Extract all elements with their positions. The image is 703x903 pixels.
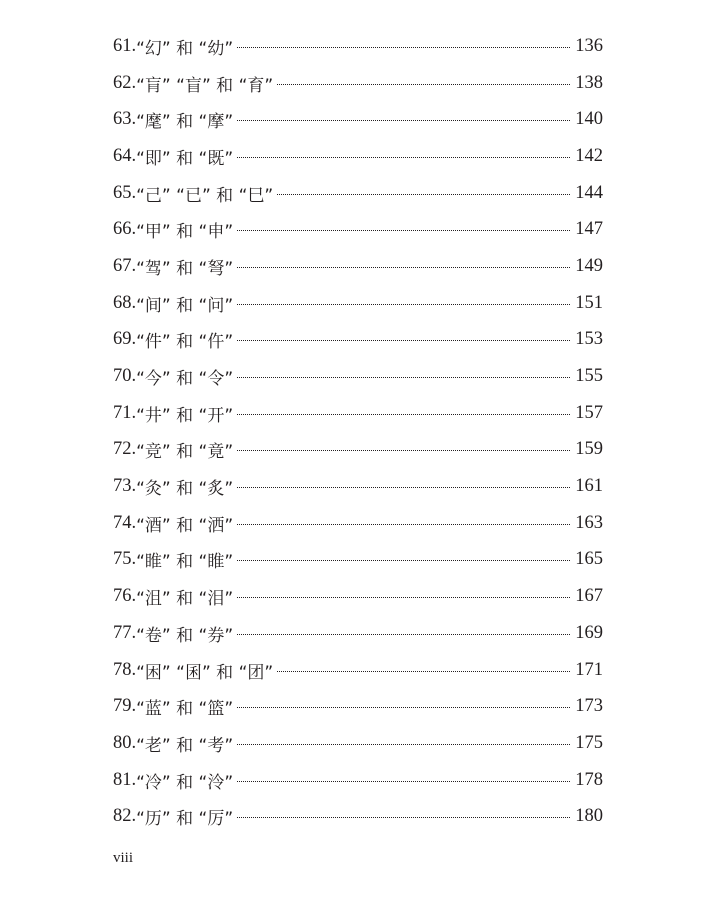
dot-leader xyxy=(237,120,570,121)
entry-title: “酒” 和 “洒” xyxy=(136,515,234,536)
toc-entry xyxy=(113,542,603,579)
toc-entry xyxy=(113,28,603,65)
toc-entry xyxy=(113,762,603,799)
dot-leader xyxy=(277,194,570,195)
toc-entry xyxy=(113,211,603,248)
entry-title: “冷” 和 “泠” xyxy=(136,772,234,793)
entry-page-number: 136 xyxy=(575,35,603,56)
entry-title: “灸” 和 “炙” xyxy=(136,479,234,500)
entry-page-number: 138 xyxy=(575,72,603,93)
entry-page-number: 144 xyxy=(575,182,603,203)
entry-page-number: 142 xyxy=(575,145,603,166)
dot-leader xyxy=(237,597,570,598)
entry-title: “困” “囷” 和 “团” xyxy=(136,662,274,683)
entry-page-number: 140 xyxy=(575,109,603,130)
toc-entry xyxy=(113,505,603,542)
toc-entry xyxy=(113,725,603,762)
entry-page-number: 171 xyxy=(575,659,603,680)
dot-leader xyxy=(237,377,570,378)
entry-number: 74. xyxy=(113,512,137,533)
entry-title: “驾” 和 “弩” xyxy=(136,258,234,279)
entry-title: “今” 和 “令” xyxy=(136,369,234,390)
entry-title: “件” 和 “仵” xyxy=(136,332,234,353)
entry-number: 78. xyxy=(113,659,137,680)
dot-leader xyxy=(237,47,570,48)
entry-title: “肓” “盲” 和 “育” xyxy=(136,75,274,96)
toc-entry xyxy=(113,615,603,652)
entry-title: “间” 和 “问” xyxy=(136,295,234,316)
entry-number: 82. xyxy=(113,806,137,827)
dot-leader xyxy=(237,487,570,488)
entry-page-number: 157 xyxy=(575,402,603,423)
dot-leader xyxy=(237,304,570,305)
dot-leader xyxy=(237,744,570,745)
entry-number: 67. xyxy=(113,255,137,276)
entry-page-number: 155 xyxy=(575,366,603,387)
dot-leader xyxy=(237,230,570,231)
entry-page-number: 175 xyxy=(575,732,603,753)
entry-title: “即” 和 “既” xyxy=(136,148,234,169)
entry-number: 73. xyxy=(113,476,137,497)
entry-title: “睢” 和 “睢” xyxy=(136,552,234,573)
entry-title: “蓝” 和 “篮” xyxy=(136,699,234,720)
entry-number: 72. xyxy=(113,439,137,460)
dot-leader xyxy=(237,634,570,635)
toc-entry xyxy=(113,285,603,322)
entry-number: 61. xyxy=(113,35,137,56)
entry-page-number: 167 xyxy=(575,586,603,607)
entry-page-number: 169 xyxy=(575,622,603,643)
entry-title: “井” 和 “开” xyxy=(136,405,234,426)
toc-entry xyxy=(113,395,603,432)
entry-title: “己” “已” 和 “巳” xyxy=(136,185,274,206)
entry-number: 62. xyxy=(113,72,137,93)
toc-entry xyxy=(113,358,603,395)
entry-page-number: 173 xyxy=(575,696,603,717)
table-of-contents xyxy=(113,28,603,835)
entry-title: “甲” 和 “申” xyxy=(136,222,234,243)
entry-number: 75. xyxy=(113,549,137,570)
entry-title: “竞” 和 “竟” xyxy=(136,442,234,463)
dot-leader xyxy=(237,524,570,525)
entry-number: 71. xyxy=(113,402,137,423)
entry-number: 65. xyxy=(113,182,137,203)
entry-number: 63. xyxy=(113,109,137,130)
dot-leader xyxy=(277,84,570,85)
entry-title: “沮” 和 “泪” xyxy=(136,589,234,610)
dot-leader xyxy=(237,267,570,268)
toc-entry xyxy=(113,101,603,138)
toc-entry xyxy=(113,248,603,285)
dot-leader xyxy=(237,340,570,341)
toc-entry xyxy=(113,138,603,175)
toc-entry xyxy=(113,688,603,725)
entry-number: 79. xyxy=(113,696,137,717)
dot-leader xyxy=(237,414,570,415)
entry-number: 70. xyxy=(113,366,137,387)
toc-entry xyxy=(113,468,603,505)
entry-page-number: 161 xyxy=(575,476,603,497)
entry-number: 81. xyxy=(113,769,137,790)
entry-page-number: 147 xyxy=(575,219,603,240)
entry-page-number: 165 xyxy=(575,549,603,570)
dot-leader xyxy=(237,781,570,782)
entry-number: 80. xyxy=(113,732,137,753)
entry-title: “历” 和 “厉” xyxy=(136,809,234,830)
entry-page-number: 153 xyxy=(575,329,603,350)
entry-number: 76. xyxy=(113,586,137,607)
entry-number: 64. xyxy=(113,145,137,166)
dot-leader xyxy=(237,817,570,818)
entry-page-number: 180 xyxy=(575,806,603,827)
entry-page-number: 151 xyxy=(575,292,603,313)
entry-title: “老” 和 “考” xyxy=(136,735,234,756)
toc-entry xyxy=(113,65,603,102)
entry-page-number: 159 xyxy=(575,439,603,460)
entry-page-number: 178 xyxy=(575,769,603,790)
entry-number: 69. xyxy=(113,329,137,350)
entry-page-number: 149 xyxy=(575,255,603,276)
entry-title: “卷” 和 “券” xyxy=(136,625,234,646)
toc-entry xyxy=(113,578,603,615)
dot-leader xyxy=(237,450,570,451)
entry-title: “麾” 和 “摩” xyxy=(136,112,234,133)
toc-entry xyxy=(113,175,603,212)
dot-leader xyxy=(277,671,570,672)
entry-title: “幻” 和 “幼” xyxy=(136,38,234,59)
toc-entry xyxy=(113,432,603,469)
toc-entry xyxy=(113,652,603,689)
dot-leader xyxy=(237,707,570,708)
entry-number: 77. xyxy=(113,622,137,643)
toc-entry xyxy=(113,798,603,835)
dot-leader xyxy=(237,157,570,158)
toc-entry xyxy=(113,322,603,359)
entry-number: 66. xyxy=(113,219,137,240)
entry-page-number: 163 xyxy=(575,512,603,533)
page-folio: viii xyxy=(113,850,134,866)
dot-leader xyxy=(237,560,570,561)
entry-number: 68. xyxy=(113,292,137,313)
